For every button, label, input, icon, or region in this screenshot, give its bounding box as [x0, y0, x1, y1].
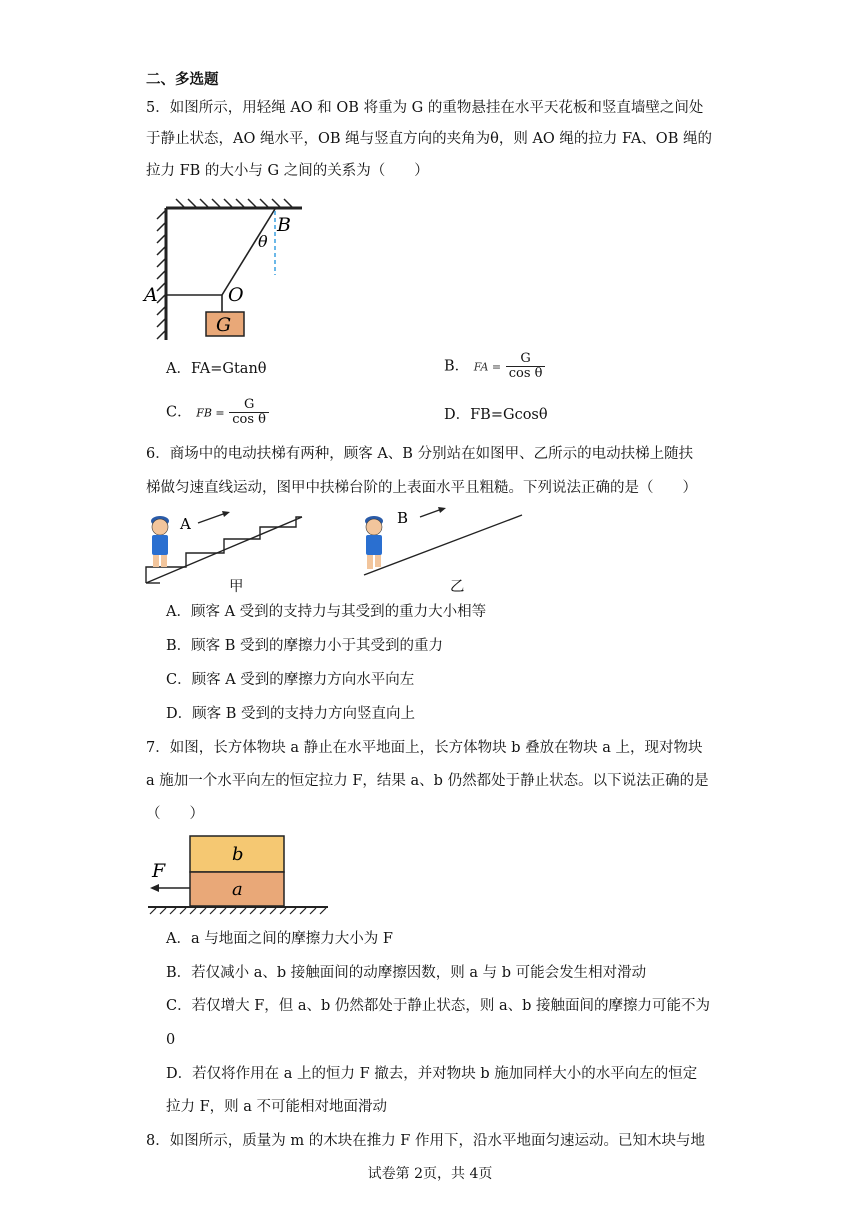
label-G: G [216, 314, 232, 336]
q6-option-d: D．顾客 B 受到的支持力方向竖直向上 [166, 706, 415, 722]
arrow-b [420, 509, 442, 517]
label-F: F [152, 860, 166, 882]
q7-option-d: D．若仅将作用在 a 上的恒力 F 撤去，并对物块 b 施加同样大小的水平向左的恒定 [166, 1066, 698, 1082]
q6-option-a: A．顾客 A 受到的支持力与其受到的重力大小相等 [166, 604, 487, 620]
caption-jia: 甲 [229, 579, 244, 595]
q6-option-c: C．顾客 A 受到的摩擦力方向水平向左 [166, 672, 415, 688]
q5-option-c: C． FB = $\frac{G}{\text{cos θ}}$ [166, 398, 269, 427]
q7-option-b: B．若仅减小 a、b 接触面间的动摩擦因数，则 a 与 b 可能会发生相对滑动 [166, 965, 647, 981]
ramp [364, 515, 522, 575]
q7-line-1: 7．如图，长方体物块 a 静止在水平地面上，长方体物块 b 叠放在物块 a 上，现对物块 [146, 740, 703, 756]
q5-figure [140, 195, 320, 345]
label-b: b [232, 844, 244, 865]
q6-line-2: 梯做匀速直线运动，图甲中扶梯台阶的上表面水平且粗糙。下列说法正确的是（ ） [146, 480, 697, 496]
q5-option-a: A．FA=Gtanθ [166, 361, 267, 377]
q6-figure [140, 505, 530, 597]
caption-yi: 乙 [450, 579, 465, 595]
label-a: a [232, 879, 243, 900]
q7-line-2: a 施加一个水平向左的恒定拉力 F，结果 a、b 仍然都处于静止状态。以下说法正确的是 [146, 773, 709, 789]
q6-line-1: 6．商场中的电动扶梯有两种，顾客 A、B 分别站在如图甲、乙所示的电动扶梯上随扶 [146, 446, 694, 462]
q5-option-b: B． FA = $\frac{G}{\text{cos θ}}$ [444, 352, 545, 381]
person-a-icon [151, 516, 169, 567]
q7-line-3: （ ） [146, 806, 204, 822]
person-b-icon [365, 516, 383, 569]
q6-option-b: B．顾客 B 受到的摩擦力小于其受到的重力 [166, 638, 444, 654]
q5-line-2: 于静止状态，AO 绳水平，OB 绳与竖直方向的夹角为θ，则 AO 绳的拉力 FA、OB 绳的 [146, 131, 712, 147]
label-A: A [144, 284, 158, 306]
rope-OB [222, 209, 275, 295]
q7-option-a: A．a 与地面之间的摩擦力大小为 F [166, 931, 393, 947]
label-O: O [228, 284, 244, 306]
label-B: B [277, 214, 291, 236]
q7-option-d-cont: 拉力 F，则 a 不可能相对地面滑动 [166, 1099, 388, 1115]
q7-figure [144, 832, 334, 916]
q8-line-1: 8．如图所示，质量为 m 的木块在推力 F 作用下，沿水平地面匀速运动。已知木块与地 [146, 1133, 705, 1149]
q5-line-3: 拉力 FB 的大小与 G 之间的关系为（ ） [146, 163, 429, 179]
q7-option-c: C．若仅增大 F，但 a、b 仍然都处于静止状态，则 a、b 接触面间的摩擦力可能不为 [166, 998, 711, 1014]
arrow-a [198, 513, 226, 523]
escalator-base [146, 517, 302, 583]
label-B: B [397, 509, 409, 527]
q5-option-d: D．FB=Gcosθ [444, 407, 548, 423]
section-title: 二、多选题 [146, 72, 219, 88]
label-theta: θ [258, 232, 268, 251]
q5-line-1: 5．如图所示，用轻绳 AO 和 OB 将重为 G 的重物悬挂在水平天花板和竖直墙壁之间处 [146, 100, 704, 116]
q7-option-c-cont: 0 [166, 1032, 176, 1048]
page-footer: 试卷第 2页，共 4页 [367, 1166, 493, 1182]
label-A: A [180, 515, 191, 533]
